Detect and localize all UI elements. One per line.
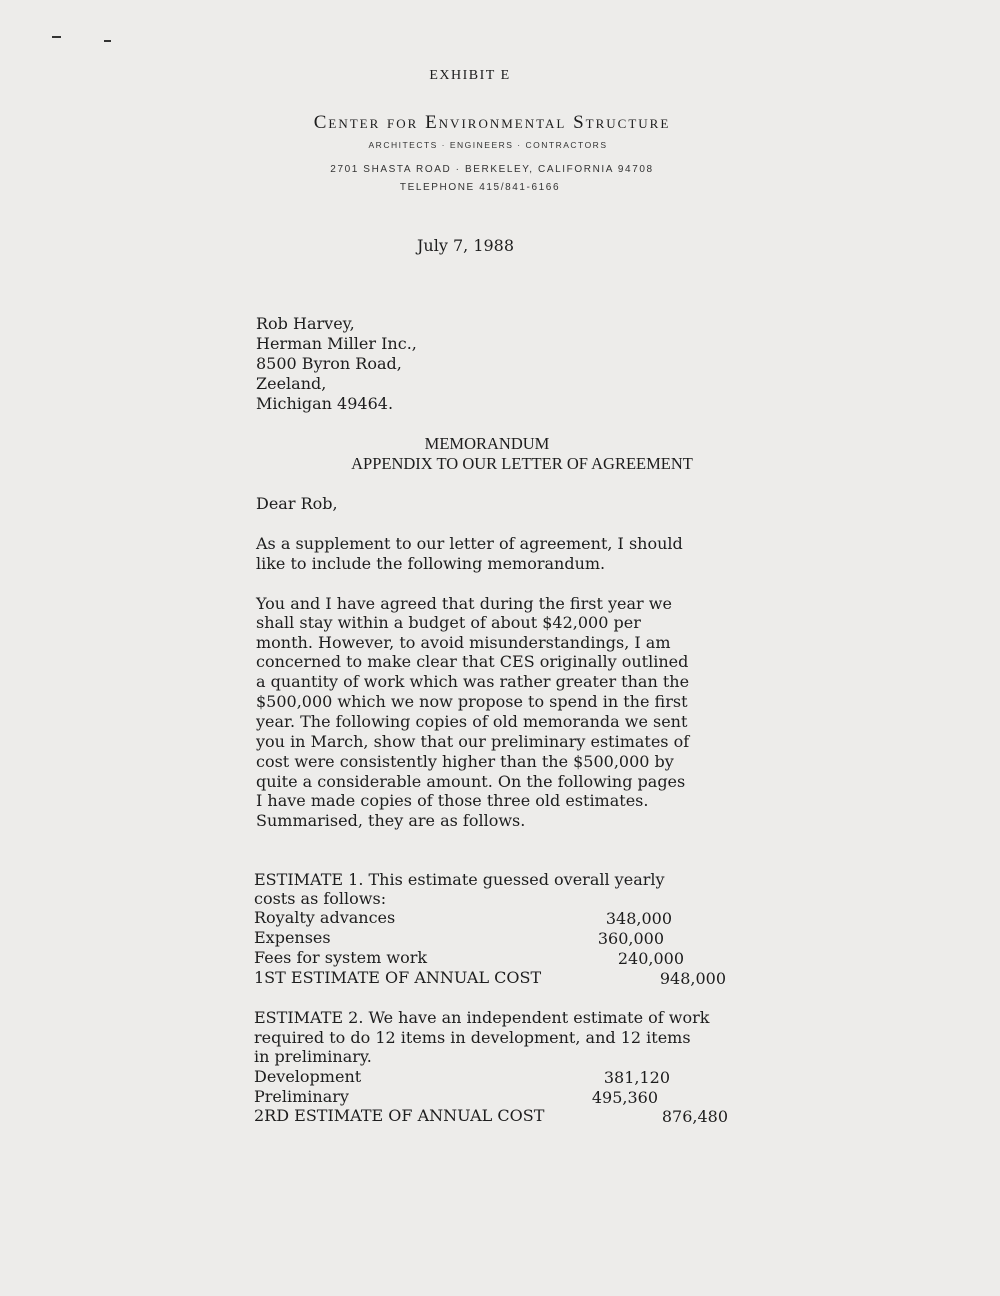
estimate-row-value: 348,000 xyxy=(605,909,672,928)
estimate-total-label: 2RD ESTIMATE OF ANNUAL COST xyxy=(254,1106,545,1125)
paragraph-line: cost were consistently higher than the $500,000 by xyxy=(256,752,674,771)
salutation: Dear Rob, xyxy=(256,494,338,513)
estimate-row-label: Royalty advances xyxy=(254,908,396,927)
paragraph-line: $500,000 which we now propose to spend in the first xyxy=(256,692,688,711)
estimate-intro-line: ESTIMATE 2. We have an independent estimate of work xyxy=(254,1008,710,1027)
recipient-line: 8500 Byron Road, xyxy=(256,354,402,373)
letterhead-telephone: TELEPHONE 415/841-6166 xyxy=(399,182,561,193)
paragraph-line: I have made copies of those three old estimates. xyxy=(256,791,649,810)
paragraph-line: year. The following copies of old memoranda we sent xyxy=(256,712,688,731)
estimate-row-value: 381,120 xyxy=(603,1068,670,1087)
letterhead-org-name: Center for Environmental Structure xyxy=(313,112,671,133)
paragraph-line: you in March, show that our preliminary estimates of xyxy=(256,732,690,751)
paragraph-line: quite a considerable amount. On the following pages xyxy=(256,772,686,791)
estimate-total-value: 948,000 xyxy=(659,969,726,988)
memo-subtitle: APPENDIX TO OUR LETTER OF AGREEMENT xyxy=(351,454,693,473)
paragraph-line: concerned to make clear that CES originally outlined xyxy=(256,652,689,671)
recipient-line: Herman Miller Inc., xyxy=(256,334,417,353)
recipient-line: Rob Harvey, xyxy=(256,314,355,333)
scan-mark xyxy=(52,36,61,38)
recipient-line: Michigan 49464. xyxy=(256,394,394,413)
estimate-total-value: 876,480 xyxy=(661,1107,728,1126)
estimate-intro-line: required to do 12 items in development, and 12 items xyxy=(254,1028,691,1047)
estimate-row-label: Fees for system work xyxy=(254,948,428,967)
estimate-intro-line: in preliminary. xyxy=(254,1047,372,1066)
recipient-line: Zeeland, xyxy=(256,374,327,393)
letter-date: July 7, 1988 xyxy=(417,236,515,255)
estimate-intro-line: ESTIMATE 1. This estimate guessed overall yearly xyxy=(254,870,665,889)
estimate-row-label: Preliminary xyxy=(254,1087,349,1106)
letterhead-tagline: ARCHITECTS · ENGINEERS · CONTRACTORS xyxy=(368,140,608,150)
estimate-row-label: Expenses xyxy=(254,928,331,947)
estimate-intro-line: costs as follows: xyxy=(254,889,387,908)
memo-title: MEMORANDUM xyxy=(424,434,550,453)
paragraph-line: As a supplement to our letter of agreement, I should xyxy=(256,534,683,553)
paragraph-line: a quantity of work which was rather greater than the xyxy=(256,672,690,691)
estimate-total-label: 1ST ESTIMATE OF ANNUAL COST xyxy=(254,968,542,987)
paragraph-line: shall stay within a budget of about $42,000 per xyxy=(256,613,641,632)
paragraph-line: month. However, to avoid misunderstandings, I am xyxy=(256,633,671,652)
estimate-row-value: 495,360 xyxy=(591,1088,658,1107)
paragraph-line: Summarised, they are as follows. xyxy=(256,811,526,830)
exhibit-label: EXHIBIT E xyxy=(429,68,511,83)
paragraph-line: You and I have agreed that during the first year we xyxy=(256,594,672,613)
scan-mark xyxy=(104,40,111,42)
estimate-row-value: 240,000 xyxy=(617,949,684,968)
estimate-row-value: 360,000 xyxy=(597,929,664,948)
estimate-row-label: Development xyxy=(254,1067,362,1086)
paragraph-line: like to include the following memorandum. xyxy=(256,554,606,573)
letterhead-address: 2701 SHASTA ROAD · BERKELEY, CALIFORNIA 94708 xyxy=(330,164,654,175)
